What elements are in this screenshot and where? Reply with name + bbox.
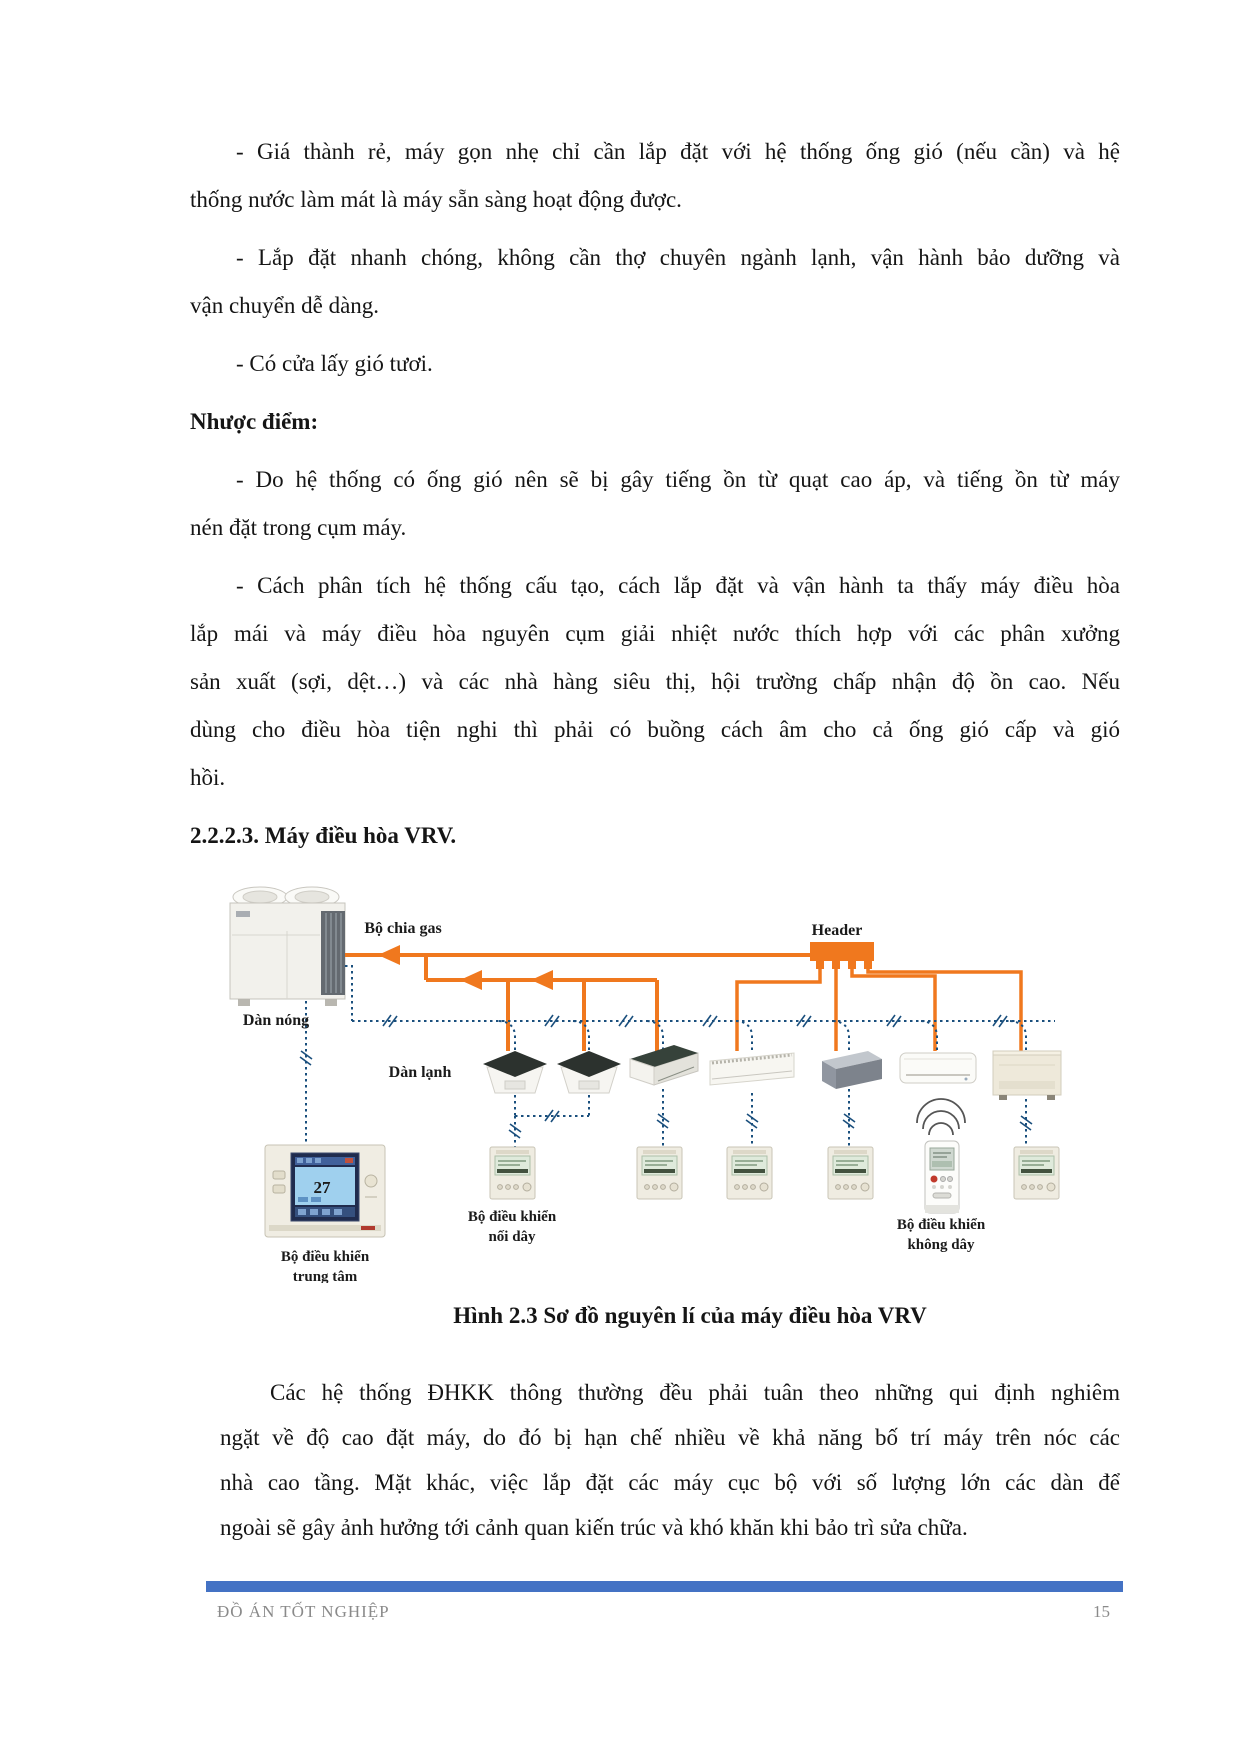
label-indoor-unit: Dàn lạnh	[388, 1064, 452, 1081]
refnet-branch-joints	[378, 945, 553, 990]
paragraph-advantage-2	[190, 234, 1120, 330]
text-line: Các hệ thống ĐHKK thông thường đều phải tuân theo những qui định nghiêm	[270, 1380, 1120, 1405]
cassette-unit-1	[483, 1051, 547, 1093]
footer-divider-bar	[206, 1581, 1123, 1592]
paragraph-disadvantage-2	[190, 562, 1120, 802]
figure-vrv-schematic	[210, 873, 1070, 1283]
paragraph-advantage-1	[190, 128, 1120, 224]
closing-paragraph	[220, 1370, 1120, 1550]
label-outdoor-unit: Dàn nóng	[242, 1012, 310, 1029]
body-text	[190, 0, 1120, 860]
text-line: ngặt về độ cao đặt máy, do đó bị hạn chế nhiều về khả năng bố trí máy trên nóc các	[220, 1425, 1120, 1450]
label-central-controller-line1: Bộ điều khiển	[280, 1249, 370, 1265]
text-line: hồi.	[190, 765, 226, 790]
paragraph-disadvantage-1	[190, 456, 1120, 552]
text-line: ngoài sẽ gây ảnh hưởng tới cảnh quan kiến trúc và khó khăn khi bảo trì sửa chữa.	[220, 1515, 968, 1540]
central-controller	[265, 1145, 385, 1237]
wireless-remote	[925, 1141, 959, 1213]
cassette-unit-2	[557, 1051, 621, 1093]
refnet-joint-icon	[531, 970, 553, 990]
wired-controller-4	[828, 1147, 873, 1199]
wireless-signal-icon	[917, 1099, 965, 1135]
wired-controller-3	[727, 1147, 772, 1199]
footer-page-number: 15	[1093, 1602, 1110, 1621]
label-gas-splitter: Bộ chia gas	[364, 920, 442, 937]
wall-mounted-unit	[900, 1053, 976, 1083]
text-line: - Có cửa lấy gió tươi.	[236, 351, 433, 376]
heading-section-vrv: 2.2.2.3. Máy điều hòa VRV.	[190, 823, 457, 848]
text-line: vận chuyển dễ dàng.	[190, 293, 380, 318]
footer-doc-title: ĐỒ ÁN TỐT NGHIỆP	[217, 1602, 390, 1621]
outdoor-unit	[230, 887, 345, 1006]
header-manifold	[810, 942, 874, 969]
paragraph-advantage-3	[190, 340, 1120, 388]
floor-console-unit	[993, 1051, 1061, 1100]
text-line: nhà cao tầng. Mặt khác, việc lắp đặt các máy cục bộ với số lượng lớn các dàn để	[220, 1470, 1120, 1495]
refnet-joint-icon	[378, 945, 400, 965]
wired-controller-2	[637, 1147, 682, 1199]
heading-disadvantages: Nhược điểm:	[190, 409, 319, 434]
label-wired-controller-line1: Bộ điều khiển	[467, 1209, 557, 1225]
temperature-readout: 27	[313, 1178, 331, 1197]
one-way-cassette-unit	[630, 1045, 698, 1085]
ceiling-suspended-unit	[710, 1053, 794, 1085]
text-line: sản xuất (sợi, dệt…) và các nhà hàng siêu thị, hội trường chấp nhận độ ồn cao. Nếu	[190, 669, 1120, 694]
label-wired-controller-line2: nối dây	[488, 1229, 536, 1245]
text-line: - Lắp đặt nhanh chóng, không cần thợ chuyên ngành lạnh, vận hành bảo dưỡng và	[236, 245, 1120, 270]
text-line: lắp mái và máy điều hòa nguyên cụm giải nhiệt nước thích hợp với các phân xưởng	[190, 621, 1120, 646]
refrigerant-pipes	[345, 955, 1021, 1051]
label-central-controller-line2: trung tâm	[292, 1269, 358, 1283]
concealed-duct-unit	[822, 1051, 882, 1089]
refnet-joint-icon	[460, 970, 482, 990]
text-line: nén đặt trong cụm máy.	[190, 515, 407, 540]
text-line: thống nước làm mát là máy sẵn sàng hoạt động được.	[190, 187, 682, 212]
wired-controller-1	[490, 1147, 535, 1199]
wired-controller-5	[1014, 1147, 1059, 1199]
text-line: - Giá thành rẻ, máy gọn nhẹ chỉ cần lắp đặt với hệ thống ống gió (nếu cần) và hệ	[236, 139, 1120, 164]
label-header: Header	[811, 922, 863, 939]
figure-caption: Hình 2.3 Sơ đồ nguyên lí của máy điều hòa VRV	[453, 1303, 927, 1328]
text-line: - Cách phân tích hệ thống cấu tạo, cách lắp đặt và vận hành ta thấy máy điều hòa	[236, 573, 1120, 598]
text-line: - Do hệ thống có ống gió nên sẽ bị gây tiếng ồn từ quạt cao áp, và tiếng ồn từ máy	[236, 467, 1120, 492]
label-wireless-controller-line1: Bộ điều khiển	[896, 1217, 986, 1233]
vrv-diagram	[210, 873, 1070, 1283]
label-wireless-controller-line2: không dây	[907, 1237, 975, 1253]
text-line: dùng cho điều hòa tiện nghi thì phải có buồng cách âm cho cả ống gió cấp và gió	[190, 717, 1120, 742]
